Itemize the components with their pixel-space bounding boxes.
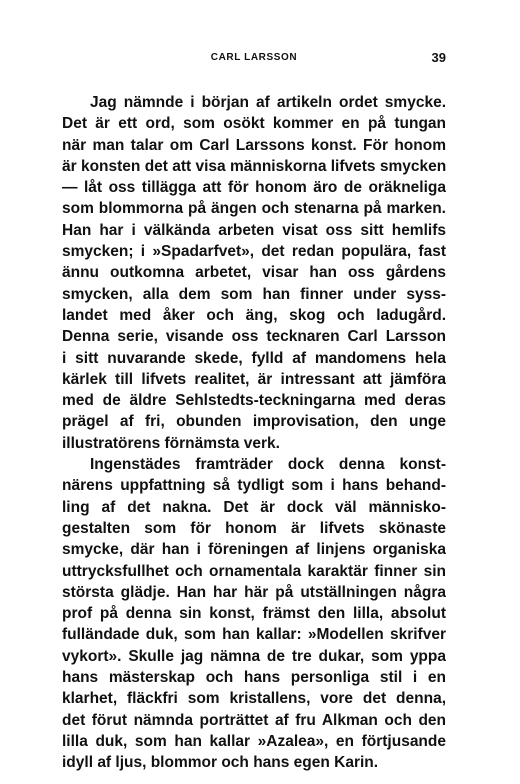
text-line: det förut nämnda porträttet af fru Alkman och den	[62, 711, 446, 729]
text-line: Det är ett ord, som osökt kommer en på tungan	[62, 115, 446, 133]
text-line: hans mästerskap och hans personliga stil i en	[62, 669, 446, 687]
text-line: prof på denna sin konst, främst den lilla, absolut	[62, 605, 446, 623]
text-line: närens uppfattning så tydligt som i hans behand-	[62, 477, 446, 495]
text-line: prägel af fri, obunden improvisation, den unge	[62, 413, 446, 431]
text-line: är konsten det att visa människorna lifvets smycken	[62, 157, 446, 175]
text-line: som blommorna på ängen och stenarna på marken.	[62, 200, 446, 218]
text-line: gestalten som för honom är lifvets skönaste	[62, 519, 446, 537]
text-line: — låt oss tillägga att för honom äro de oräkneliga	[62, 179, 446, 197]
text-line: landet med åker och äng, skog och ladugård.	[62, 306, 446, 324]
text-line: i sitt nuvarande skede, fylld af mandomens hela	[62, 349, 446, 367]
text-line: smycke, där han i föreningen af linjens organiska	[62, 541, 446, 559]
text-line: fulländade duk, som han kallar: »Modellen skrifver	[62, 626, 446, 644]
text-line: smycken; i »Spadarfvet», det redan populära, fast	[62, 243, 446, 261]
page-number: 39	[431, 50, 446, 65]
text-line: Han har i välkända arbeten visat oss sitt hemlifs	[62, 221, 446, 239]
text-line: Ingenstädes framträder dock denna konst-	[90, 456, 446, 474]
running-head-author: CARL LARSSON	[210, 52, 298, 63]
text-line: lilla duk, som han kallar »Azalea», en förtjusande	[62, 732, 446, 750]
text-line: vykort». Skulle jag nämna de tre dukar, som yppa	[62, 647, 446, 665]
text-line: ännu outkomna arbetet, visar han oss gårdens	[62, 264, 446, 282]
body-text	[62, 92, 446, 774]
text-line: klarhet, fläckfri som kristallens, vore det denna,	[62, 690, 446, 708]
text-line: smycken, alla dem som han finner under syss-	[62, 285, 446, 303]
text-line: ling af det nakna. Det är dock väl människo-	[62, 498, 446, 516]
text-line: när man talar om Carl Larssons konst. För honom	[62, 136, 446, 154]
text-line: Jag nämnde i början af artikeln ordet smycke.	[90, 94, 446, 111]
text-line: Denna serie, visande oss tecknaren Carl Larsson	[62, 328, 446, 346]
text-line: uttrycksfullhet och ornamentala karaktär finner sin	[62, 562, 446, 580]
text-line: kärlek till lifvets realitet, är intressant att jämföra	[62, 370, 446, 388]
text-line: illustratörens förnämsta verk.	[62, 434, 280, 452]
text-line: idyll af ljus, blommor och hans egen Karin.	[62, 754, 379, 772]
text-line: största glädje. Han har här på utställningen några	[62, 583, 446, 601]
running-head	[62, 52, 446, 68]
text-line: med de äldre Sehlstedts-teckningarna med deras	[62, 392, 446, 410]
